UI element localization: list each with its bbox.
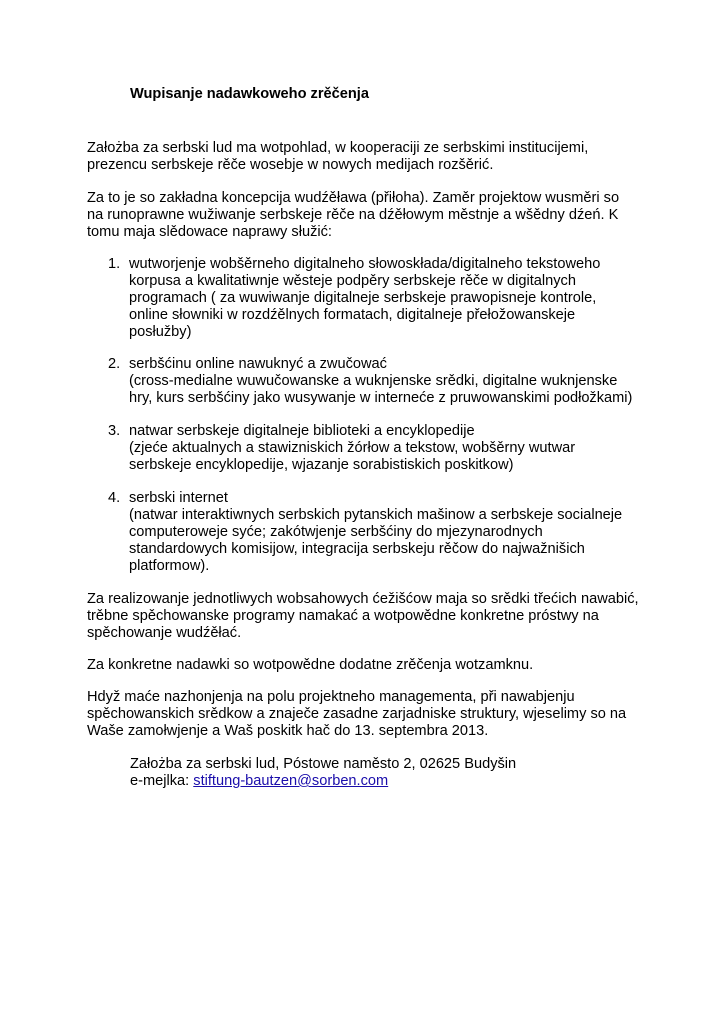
text-line: Za konkretne nadawki so wotpowědne dodatne zrěčenja wotzamknu.	[87, 657, 534, 673]
text-line: (zjeće aktualnych a stawizniskich žórłow a tekstow, wobšěrny wutwar	[129, 439, 576, 456]
text-line: korpusa a kwalitatiwnje wěsteje podpěry serbskeje rěče w digitalnych	[129, 272, 576, 289]
text-line: computeroweje syće; zakótwjenje serbšćiny do mjezynarodnych	[129, 523, 543, 540]
text-line: Za realizowanje jednotliwych wobsahowych ćežišćow maja so srědki třećich nawabić,	[87, 591, 639, 607]
closing-paragraph	[87, 689, 667, 740]
text-line: (cross-medialne wuwučowanske a wuknjenske srědki, digitalne wuknjenske	[129, 372, 618, 389]
text-line: na runoprawne wužiwanje serbskeje rěče na dźěłowym městnje a wšědny dźeń. K	[87, 206, 619, 223]
list-item-body	[129, 356, 669, 407]
text-line: serbskeje encyklopedije, wjazanje sorabistiskich poskitkow)	[129, 456, 514, 473]
list-item-body	[129, 256, 669, 341]
text-line: spěchowanskich srědkow a znaječe zasadne zarjadniske struktury, wjeselimy so na	[87, 705, 627, 722]
email-link[interactable]: stiftung-bautzen@sorben.com	[193, 772, 389, 789]
text-line: hry, kurs serbšćiny jako wusywanje w interneće z pruwowanskimi podłožkami)	[129, 389, 633, 406]
text-line: serbšćinu online nawuknyć a zwučować	[129, 356, 387, 372]
list-item-number: 4.	[108, 490, 121, 506]
email-line	[130, 773, 516, 790]
text-line: programach ( za wuwiwanje digitalneje serbskeje prawopisneje kontrole,	[129, 289, 597, 306]
contracts-paragraph	[87, 657, 667, 674]
text-line: spěchowanje wudźěłać.	[87, 624, 242, 641]
list-item-body	[129, 423, 669, 474]
list-item-number: 2.	[108, 356, 121, 372]
email-label: e-mejlka:	[130, 772, 194, 789]
text-line: platformow).	[129, 557, 210, 574]
text-line: wutworjenje wobšěrneho digitalneho słowoskłada/digitalneho tekstoweho	[129, 256, 601, 272]
text-line: posłužby)	[129, 323, 192, 340]
text-line: trěbne spěchowanske programy namakać a wotpowědne konkretne próstwy na	[87, 607, 599, 624]
realization-paragraph	[87, 591, 667, 642]
signature-block	[130, 756, 516, 790]
text-line: natwar serbskeje digitalneje biblioteki a encyklopedije	[129, 423, 475, 439]
text-line: prezencu serbskeje rěče wosebje w nowych medijach rozšěrić.	[87, 156, 494, 173]
list-item-number: 3.	[108, 423, 121, 439]
text-line: serbski internet	[129, 490, 228, 506]
basis-paragraph	[87, 190, 667, 241]
text-line: Założba za serbski lud ma wotpohlad, w kooperaciji ze serbskimi institucijemi,	[87, 140, 589, 156]
text-line: (natwar interaktiwnych serbskich pytanskich mašinow a serbskeje socialneje	[129, 506, 623, 523]
signature-address: Założba za serbski lud, Póstowe naměsto 2, 02625 Budyšin	[130, 756, 517, 772]
list-item-number: 1.	[108, 256, 121, 272]
text-line: standardowych komisijow, integracija serbskeju rěčow do najwažnišich	[129, 540, 585, 557]
document-title: Wupisanje nadawkoweho zrěčenja	[130, 86, 369, 102]
text-line: Waše zamołwjenje a Waš poskitk hač do 13. septembra 2013.	[87, 722, 489, 739]
list-item-body	[129, 490, 669, 575]
text-line: Hdyž maće nazhonjenja na polu projektneho managementa, při nawabjenju	[87, 689, 575, 705]
text-line: tomu maja slědowace naprawy słužić:	[87, 223, 332, 240]
intro-paragraph	[87, 140, 667, 174]
text-line: Za to je so zakładna koncepcija wudźěława (přiłoha). Zaměr projektow wusměri so	[87, 190, 620, 206]
text-line: online słowniki w rozdźělnych formatach, digitalneje přełožowanskeje	[129, 306, 576, 323]
